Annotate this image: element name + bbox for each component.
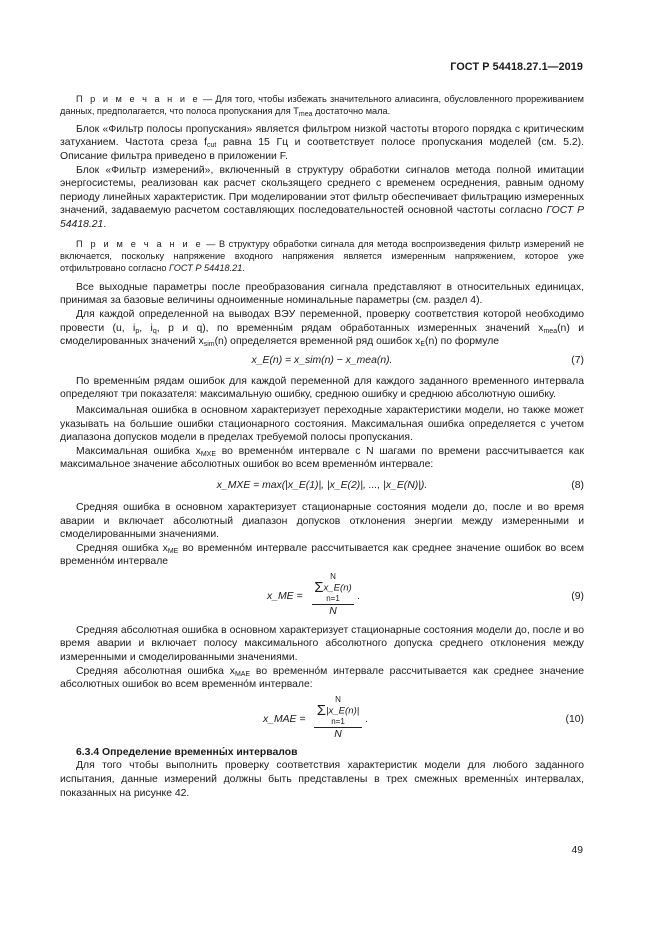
equation-9: x_ME = N Σx_E(n) n=1 N . (9) xyxy=(267,571,584,617)
equation-9-lhs: x_ME = xyxy=(267,590,303,602)
sum-lower-limit: n=1 xyxy=(331,716,345,726)
note-label: П р и м е ч а н и е xyxy=(76,238,203,249)
paragraph-max-error: Максимальная ошибка в основном характеризует переходные характеристики модели, но также может указывать на большие ошибки стационарного состояния. Максимальная ошибка определяется с учетом диапазона допусков модели в пределах требуемой полосы пропускания. xyxy=(60,404,584,444)
document-code: ГОСТ Р 54418.27.1—2019 xyxy=(450,61,583,73)
paragraph-three-indicators: По временны́м рядам ошибок для каждой переменной для каждого заданного временного интервала определяют три показателя: максимальную ошибку, среднюю ошибку и среднюю абсолютную ошибку. xyxy=(60,375,584,401)
paragraph-bandpass: Блок «Фильтр полосы пропускания» является фильтром низкой частоты второго порядка с критическим затуханием. Частота среза $f_{cut}$ равна 15 Гц и соответствует полосе пропускания моделей (см. 5.2). Описание фильтра приведено в приложении F. xyxy=(60,123,584,162)
note-1: П р и м е ч а н и е — Для того, чтобы избежать значительного алиасинга, обусловленного прореживанием данных, предполагается, что полоса пропускания для $T_{mea}$ достаточно мала. xyxy=(60,94,584,119)
equation-10-denominator: N xyxy=(334,728,342,740)
sigma-symbol: Σ xyxy=(314,578,324,596)
note-label: П р и м е ч а н и е xyxy=(76,94,200,104)
equation-7 xyxy=(60,351,584,373)
equation-9-denominator: N xyxy=(329,605,337,617)
note-2: П р и м е ч а н и е — В структуру обработки сигнала для метода воспроизведения фильтр измерений не включается, поскольку напряжение входного напряжения является измеренным напряжением, которое уже отфильтровано согласно ГОСТ Р 54418.21. xyxy=(60,238,584,274)
paragraph-mean-abs-error: Средняя абсолютная ошибка в основном характеризует стационарные состояния модели до, после и во время аварии и включает полосу максимального абсолютного допуска среднего отклонения между измеренными и смоделированными значениями. xyxy=(60,624,584,664)
equation-8-number: (8) xyxy=(571,479,584,491)
sigma-symbol: Σ xyxy=(316,701,327,719)
equation-10: x_MAE = N Σ|x_E(n)| n=1 N . (10) xyxy=(263,694,584,740)
equation-8-body: x_MXE = max(|x_E(1)|, |x_E(2)|, ..., |x_E(N)|). xyxy=(216,479,428,491)
equation-7-number: (7) xyxy=(571,354,584,366)
sum-upper-limit: N xyxy=(335,694,341,704)
page-number: 49 xyxy=(571,845,583,856)
equation-9-fraction xyxy=(312,573,354,617)
paragraph-time-intervals: Для того чтобы выполнить проверку соответствия характеристик модели для любого заданного испытания, данные измерений должны быть представлены в трех смежных временны́х интервалах, показанных на рисунке 42. xyxy=(60,760,584,799)
sum-lower-limit: n=1 xyxy=(326,593,340,603)
paragraph-output-params: Все выходные параметры после преобразования сигнала представляют в относительных единицах, принимая за базовые величины одноименные номинальные параметры (см. раздел 4). xyxy=(60,281,584,307)
equation-10-fraction xyxy=(314,696,362,740)
equation-7-body: x_E(n) = x_sim(n) − x_mea(n). xyxy=(251,354,393,366)
page-content xyxy=(60,90,584,800)
paragraph-mean-error: Средняя ошибка в основном характеризует стационарные состояния модели до, после и во время аварии и включает абсолютный диапазон допусков отклонения энергии между измеренными и смоделированными значениями. xyxy=(60,501,584,541)
paragraph-mae-def: Средняя абсолютная ошибка $x_{MAE}$ во временно́м интервале рассчитывается как среднее значение абсолютных ошибок во всем временно́м интервале: xyxy=(60,665,584,691)
equation-8 xyxy=(60,476,584,498)
paragraph-mxe-def: Максимальная ошибка $x_{MXE}$ во временно́м интервале с N шагами по времени рассчитывается как максимальное значение абсолютных ошибок во всем временно́м интервале: xyxy=(60,445,584,471)
paragraph-error-series: Для каждой определенной на выводах ВЭУ переменной, проверку соответствия которой необходимо провести (u, $i_p$, $i_q$, p и q), по временны́м рядам обработанных измеренных значений $x_{mea}(n)$ и смоделированных значений $x_{sim}(n)$ определяется временной ряд ошибок $x_E(n)$ по формуле xyxy=(60,308,584,349)
equation-9-number: (9) xyxy=(571,590,584,602)
equation-10-number: (10) xyxy=(565,713,584,725)
equation-10-numerator: |x_E(n)| xyxy=(326,705,360,717)
sum-upper-limit: N xyxy=(330,571,336,581)
paragraph-me-def: Средняя ошибка $x_{ME}$ во временно́м интервале рассчитывается как среднее значение ошибок во всем временно́м интервале xyxy=(60,542,584,568)
section-heading: 6.3.4 Определение временны́х интервалов xyxy=(76,746,298,758)
equation-10-lhs: x_MAE = xyxy=(263,713,306,725)
equation-9-numerator: x_E(n) xyxy=(323,582,352,594)
paragraph-measurement-filter: Блок «Фильтр измерений», включенный в структуру обработки сигналов метода полной имитации энергосистемы, реализован как расчет скользящего среднего с временем осреднения, равным одному периоду линейных характеристик. При моделировании этот фильтр обеспечивает фильтрацию измеренных значений, задаваемую расчетом составляющих последовательностей основной частоты согласно ГОСТ Р 54418.21. xyxy=(60,164,584,230)
